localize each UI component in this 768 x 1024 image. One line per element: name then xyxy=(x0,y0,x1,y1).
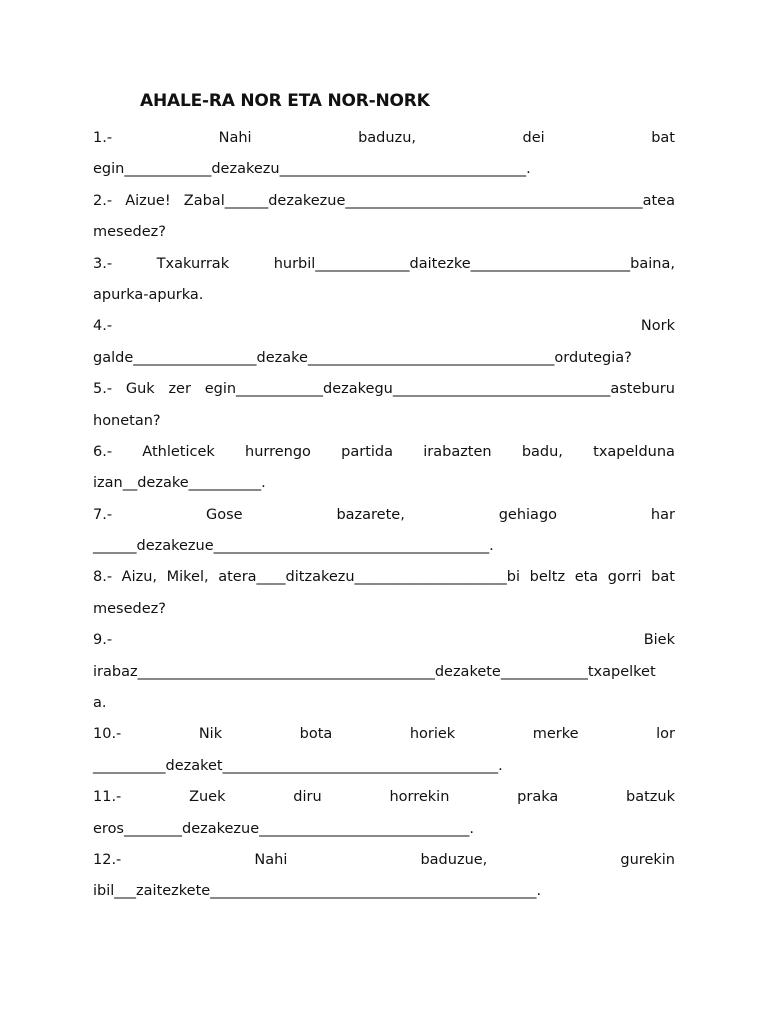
exercise-line xyxy=(93,468,675,499)
exercise-text: 9.- xyxy=(93,632,113,649)
exercise-text: bota xyxy=(299,726,333,743)
exercise-text: partida xyxy=(341,443,394,460)
exercise-text: Guk xyxy=(125,381,155,398)
exercise-text: gurekin xyxy=(620,851,675,868)
exercise-text: har xyxy=(650,506,675,523)
exercise-line xyxy=(93,751,675,782)
exercise-text: Mikel, xyxy=(166,569,209,586)
exercise-line xyxy=(93,154,675,185)
exercise-line xyxy=(93,343,675,374)
exercise-line xyxy=(93,876,675,907)
exercise-item xyxy=(93,374,675,437)
exercise-list xyxy=(93,123,675,908)
exercise-text: lor xyxy=(656,726,675,743)
exercise-text: txapelduna xyxy=(593,443,675,460)
exercise-text: 1.- xyxy=(93,130,113,146)
exercise-text: Gose xyxy=(205,506,243,523)
exercise-text: Nik xyxy=(198,726,223,743)
exercise-text: praka xyxy=(517,789,559,806)
exercise-text: bat xyxy=(651,130,675,146)
exercise-text: a. xyxy=(93,695,107,712)
exercise-line xyxy=(93,814,675,845)
exercise-text: 3.- xyxy=(93,255,113,272)
exercise-text: Aizu, xyxy=(121,569,158,586)
exercise-line xyxy=(93,688,675,719)
exercise-text: egin____________dezakezu__________________________________. xyxy=(93,161,531,178)
exercise-text: honetan? xyxy=(93,412,161,429)
exercise-text: 12.- xyxy=(93,851,122,868)
exercise-text: Biek xyxy=(643,632,675,649)
exercise-text: 8.- xyxy=(93,569,113,586)
exercise-line xyxy=(93,249,675,280)
exercise-text: ______dezakezue______________________________________. xyxy=(93,538,494,555)
exercise-line xyxy=(93,186,675,217)
exercise-line xyxy=(93,625,675,656)
exercise-text: diru xyxy=(293,789,322,806)
exercise-text: 10.- xyxy=(93,726,122,743)
exercise-text: zer xyxy=(168,381,191,398)
exercise-line xyxy=(93,845,675,876)
exercise-text: atera____ditzakezu_____________________bi xyxy=(218,569,521,586)
exercise-line xyxy=(93,719,675,750)
exercise-text: __________dezaket______________________________________. xyxy=(93,757,503,774)
exercise-item xyxy=(93,500,675,563)
exercise-text: horiek xyxy=(409,726,456,743)
exercise-text: Aizue! xyxy=(125,192,171,209)
exercise-line xyxy=(93,374,675,405)
exercise-item xyxy=(93,625,675,719)
exercise-text: ibil___zaitezkete_____________________________________________. xyxy=(93,883,542,900)
exercise-item xyxy=(93,782,675,845)
exercise-text: Zuek xyxy=(189,789,226,806)
exercise-text: Txakurrak xyxy=(156,255,230,272)
exercise-line xyxy=(93,437,675,468)
exercise-line xyxy=(93,280,675,311)
exercise-text: 7.- xyxy=(93,506,113,523)
exercise-text: horrekin xyxy=(389,789,450,806)
exercise-text: gorri xyxy=(607,569,642,586)
exercise-text: dei xyxy=(522,130,545,146)
exercise-item xyxy=(93,719,675,782)
exercise-text: Athleticek xyxy=(142,443,215,460)
exercise-line xyxy=(93,531,675,562)
exercise-line xyxy=(93,562,675,593)
exercise-text: Nork xyxy=(640,318,675,335)
exercise-item xyxy=(93,186,675,249)
exercise-text: 4.- xyxy=(93,318,113,335)
exercise-text: eros________dezakezue_____________________________. xyxy=(93,820,474,837)
exercise-text: batzuk xyxy=(626,789,675,806)
exercise-text: hurrengo xyxy=(245,443,311,460)
exercise-text: eta xyxy=(574,569,599,586)
exercise-text: 6.- xyxy=(93,443,113,460)
exercise-item xyxy=(93,562,675,625)
exercise-item xyxy=(93,845,675,908)
exercise-text: Nahi xyxy=(254,851,288,868)
page-title: AHALE-RA NOR ETA NOR-NORK xyxy=(140,91,430,111)
exercise-line xyxy=(93,500,675,531)
exercise-text: baduzue, xyxy=(420,851,488,868)
exercise-line xyxy=(93,406,675,437)
exercise-text: badu, xyxy=(521,443,563,460)
exercise-text: Zabal______dezakezue_________________________________________atea xyxy=(183,192,675,209)
exercise-line xyxy=(93,123,675,154)
exercise-text: mesedez? xyxy=(93,224,166,241)
exercise-text: baduzu, xyxy=(358,130,416,146)
exercise-item xyxy=(93,249,675,312)
exercise-text: galde_________________dezake__________________________________ordutegia? xyxy=(93,349,632,366)
exercise-text: egin____________dezakegu______________________________asteburu xyxy=(204,381,675,398)
exercise-item xyxy=(93,437,675,500)
exercise-text: Nahi xyxy=(218,130,252,146)
exercise-line xyxy=(93,217,675,248)
exercise-text: mesedez? xyxy=(93,600,166,617)
exercise-text: irabaz_________________________________________dezakete____________txapelket xyxy=(93,663,656,680)
exercise-text: hurbil_____________daitezke______________________baina, xyxy=(273,255,675,272)
exercise-line xyxy=(93,657,675,688)
exercise-line xyxy=(93,594,675,625)
exercise-item xyxy=(93,311,675,374)
exercise-text: 11.- xyxy=(93,789,122,806)
exercise-line xyxy=(93,311,675,342)
exercise-text: bazarete, xyxy=(336,506,405,523)
exercise-text: izan__dezake__________. xyxy=(93,475,266,492)
exercise-item xyxy=(93,123,675,186)
exercise-text: beltz xyxy=(529,569,566,586)
exercise-text: bat xyxy=(651,569,675,586)
exercise-text: merke xyxy=(532,726,579,743)
exercise-text: 2.- xyxy=(93,192,113,209)
exercise-line xyxy=(93,782,675,813)
exercise-text: gehiago xyxy=(498,506,558,523)
exercise-text: 5.- xyxy=(93,381,113,398)
exercise-text: irabazten xyxy=(423,443,492,460)
exercise-text: apurka-apurka. xyxy=(93,286,204,303)
